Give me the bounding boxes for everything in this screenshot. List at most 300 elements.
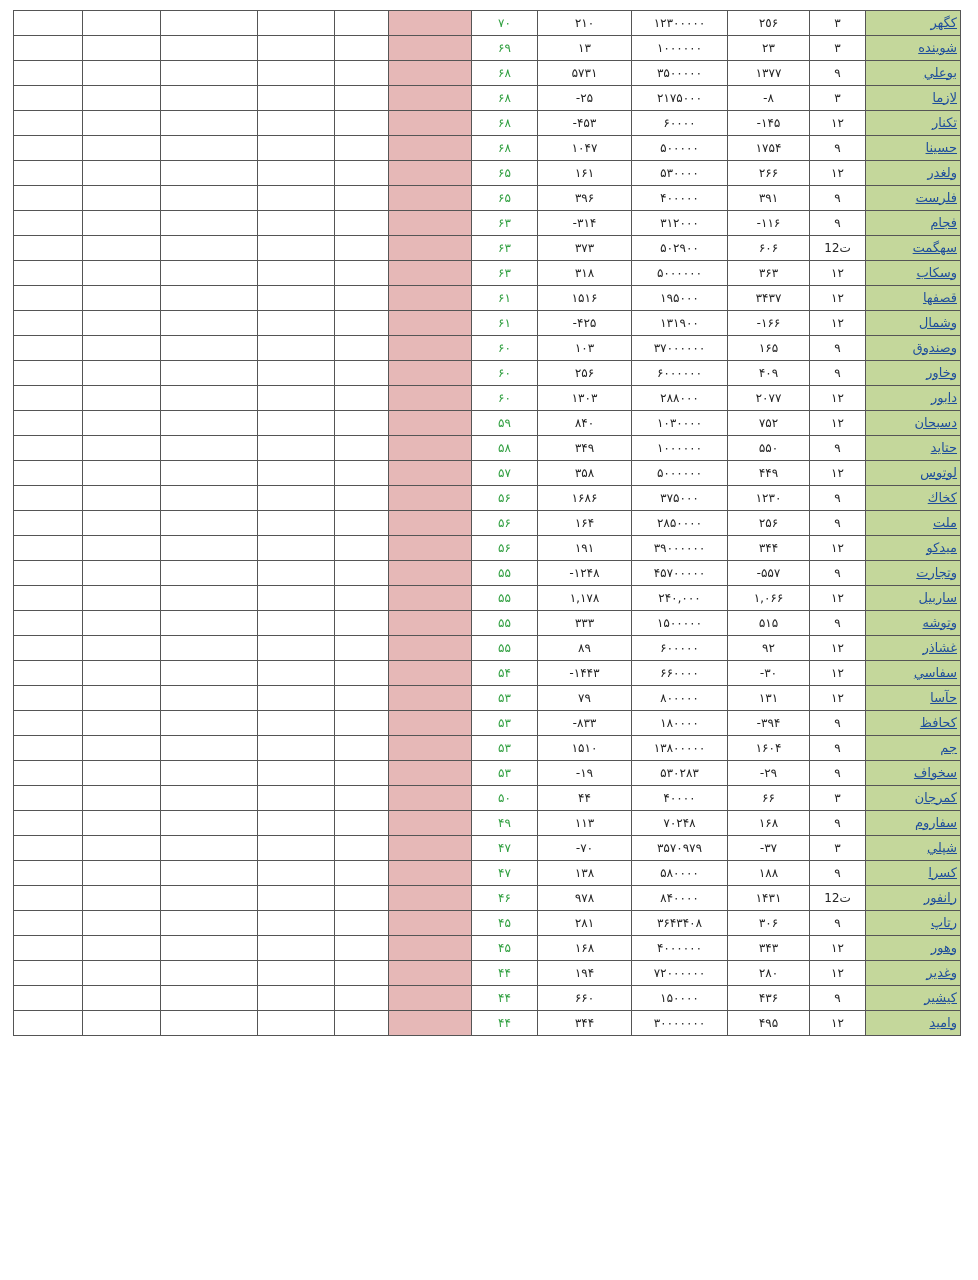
profit-cell: ٣۴٩	[538, 436, 632, 461]
eps-cell: ٢٠٧٧	[728, 386, 810, 411]
table-row	[14, 36, 961, 61]
empty-cell	[83, 136, 161, 161]
eps-cell: ٩٢	[728, 636, 810, 661]
period-cell: ٣	[810, 786, 866, 811]
symbol-cell[interactable]: وهور	[866, 936, 961, 961]
highlight-cell	[389, 461, 472, 486]
empty-cell	[335, 711, 389, 736]
symbol-cell[interactable]: سخواف	[866, 761, 961, 786]
symbol-cell[interactable]: وخاور	[866, 361, 961, 386]
period-cell: ١٢	[810, 1011, 866, 1036]
symbol-cell[interactable]: لازما	[866, 86, 961, 111]
empty-cell	[83, 86, 161, 111]
symbol-cell[interactable]: دسبحان	[866, 411, 961, 436]
symbol-cell[interactable]: شوينده	[866, 36, 961, 61]
highlight-cell	[389, 511, 472, 536]
empty-cell	[335, 661, 389, 686]
profit-cell: ٢۵۶	[538, 361, 632, 386]
empty-cell	[14, 311, 83, 336]
profit-cell: ۵٧٣١	[538, 61, 632, 86]
empty-cell	[258, 536, 335, 561]
empty-cell	[335, 136, 389, 161]
empty-cell	[258, 211, 335, 236]
symbol-cell[interactable]: فجام	[866, 211, 961, 236]
empty-cell	[14, 236, 83, 261]
empty-cell	[161, 86, 258, 111]
empty-cell	[335, 811, 389, 836]
empty-cell	[14, 661, 83, 686]
empty-cell	[83, 886, 161, 911]
empty-cell	[83, 986, 161, 1011]
percent-cell: ۴۴	[472, 1011, 538, 1036]
symbol-cell[interactable]: رانفور	[866, 886, 961, 911]
symbol-cell[interactable]: ملت	[866, 511, 961, 536]
highlight-cell	[389, 536, 472, 561]
empty-cell	[258, 286, 335, 311]
table-row	[14, 886, 961, 911]
empty-cell	[258, 61, 335, 86]
shares-cell: ۴٠٠٠٠٠٠	[632, 936, 728, 961]
empty-cell	[258, 936, 335, 961]
empty-cell	[161, 961, 258, 986]
percent-cell: ۵٩	[472, 411, 538, 436]
symbol-cell[interactable]: ساربيل	[866, 586, 961, 611]
symbol-cell[interactable]: جم	[866, 736, 961, 761]
period-cell: ٩	[810, 711, 866, 736]
symbol-cell[interactable]: سفاسي	[866, 661, 961, 686]
profit-cell: ٨۴٠	[538, 411, 632, 436]
symbol-cell[interactable]: سهگمت	[866, 236, 961, 261]
profit-cell: ١٣٠٣	[538, 386, 632, 411]
empty-cell	[14, 611, 83, 636]
symbol-cell[interactable]: وشمال	[866, 311, 961, 336]
empty-cell	[14, 411, 83, 436]
shares-cell: ١٨٠٠٠٠	[632, 711, 728, 736]
shares-cell: ٢۴٠,٠٠٠	[632, 586, 728, 611]
empty-cell	[335, 486, 389, 511]
shares-cell: ٣۶۴٣۴٠٨	[632, 911, 728, 936]
table-row	[14, 686, 961, 711]
symbol-cell[interactable]: كسرا	[866, 861, 961, 886]
empty-cell	[83, 511, 161, 536]
profit-cell: ١٩۴	[538, 961, 632, 986]
eps-cell: ١۴٣١	[728, 886, 810, 911]
symbol-cell[interactable]: لوتوس	[866, 461, 961, 486]
empty-cell	[258, 786, 335, 811]
percent-cell: ۶٨	[472, 86, 538, 111]
shares-cell: ٢٨٨٠٠٠	[632, 386, 728, 411]
empty-cell	[258, 411, 335, 436]
period-cell: ١٢	[810, 461, 866, 486]
symbol-cell[interactable]: كيشير	[866, 986, 961, 1011]
percent-cell: ٧٠	[472, 11, 538, 36]
highlight-cell	[389, 161, 472, 186]
percent-cell: ۴٧	[472, 836, 538, 861]
empty-cell	[335, 1011, 389, 1036]
percent-cell: ۶٩	[472, 36, 538, 61]
profit-cell: ۶۶٠	[538, 986, 632, 1011]
highlight-cell	[389, 486, 472, 511]
empty-cell	[161, 686, 258, 711]
symbol-cell[interactable]: وغدير	[866, 961, 961, 986]
period-cell: ٩	[810, 336, 866, 361]
eps-cell: ٢٥۶	[728, 11, 810, 36]
empty-cell	[14, 386, 83, 411]
empty-cell	[14, 811, 83, 836]
empty-cell	[161, 111, 258, 136]
profit-cell: ١۶٨۶	[538, 486, 632, 511]
empty-cell	[258, 486, 335, 511]
empty-cell	[258, 511, 335, 536]
empty-cell	[14, 336, 83, 361]
empty-cell	[258, 1011, 335, 1036]
profit-cell: ٣۵٨	[538, 461, 632, 486]
empty-cell	[258, 911, 335, 936]
empty-cell	[14, 61, 83, 86]
empty-cell	[161, 361, 258, 386]
empty-cell	[161, 386, 258, 411]
empty-cell	[14, 561, 83, 586]
eps-cell: -٨	[728, 86, 810, 111]
period-cell: ٩	[810, 861, 866, 886]
shares-cell: ۵٠٠٠٠٠	[632, 136, 728, 161]
empty-cell	[14, 786, 83, 811]
empty-cell	[258, 886, 335, 911]
percent-cell: ۶٠	[472, 386, 538, 411]
eps-cell: ١٢٣٠	[728, 486, 810, 511]
empty-cell	[335, 111, 389, 136]
shares-cell: ٣١٢٠٠٠	[632, 211, 728, 236]
shares-cell: ۶٠٠٠٠٠	[632, 636, 728, 661]
empty-cell	[161, 536, 258, 561]
profit-cell: ١۶١	[538, 161, 632, 186]
empty-cell	[14, 911, 83, 936]
empty-cell	[14, 511, 83, 536]
empty-cell	[335, 461, 389, 486]
empty-cell	[161, 586, 258, 611]
empty-cell	[83, 786, 161, 811]
table-row	[14, 136, 961, 161]
empty-cell	[161, 861, 258, 886]
symbol-cell[interactable]: حتايد	[866, 436, 961, 461]
empty-cell	[161, 286, 258, 311]
table-row	[14, 236, 961, 261]
empty-cell	[335, 611, 389, 636]
empty-cell	[258, 36, 335, 61]
empty-cell	[161, 436, 258, 461]
eps-cell: ۶٠۶	[728, 236, 810, 261]
highlight-cell	[389, 661, 472, 686]
empty-cell	[335, 161, 389, 186]
empty-cell	[83, 761, 161, 786]
period-cell: ٩	[810, 911, 866, 936]
empty-cell	[258, 986, 335, 1011]
symbol-cell[interactable]: كگهر	[866, 11, 961, 36]
empty-cell	[14, 461, 83, 486]
empty-cell	[83, 236, 161, 261]
shares-cell: ۵٣٠٠٠٠	[632, 161, 728, 186]
table-row	[14, 361, 961, 386]
empty-cell	[14, 586, 83, 611]
highlight-cell	[389, 986, 472, 1011]
symbol-cell[interactable]: وتوشه	[866, 611, 961, 636]
empty-cell	[83, 311, 161, 336]
empty-cell	[83, 911, 161, 936]
eps-cell: ٢٣	[728, 36, 810, 61]
highlight-cell	[389, 1011, 472, 1036]
highlight-cell	[389, 86, 472, 111]
empty-cell	[258, 436, 335, 461]
empty-cell	[161, 936, 258, 961]
eps-cell: -١١۶	[728, 211, 810, 236]
symbol-cell[interactable]: ميدكو	[866, 536, 961, 561]
percent-cell: ۵٨	[472, 436, 538, 461]
empty-cell	[335, 961, 389, 986]
empty-cell	[83, 161, 161, 186]
empty-cell	[258, 236, 335, 261]
percent-cell: ۶٠	[472, 361, 538, 386]
empty-cell	[335, 411, 389, 436]
table-row	[14, 711, 961, 736]
empty-cell	[161, 236, 258, 261]
eps-cell: ١٧۵۴	[728, 136, 810, 161]
eps-cell: ٢٨٠	[728, 961, 810, 986]
eps-cell: ٧۵٢	[728, 411, 810, 436]
highlight-cell	[389, 436, 472, 461]
empty-cell	[161, 261, 258, 286]
profit-cell: ٩٧٨	[538, 886, 632, 911]
symbol-cell[interactable]: وتجارت	[866, 561, 961, 586]
table-row	[14, 286, 961, 311]
profit-cell: ٣١٨	[538, 261, 632, 286]
symbol-cell[interactable]: ولغدر	[866, 161, 961, 186]
empty-cell	[83, 461, 161, 486]
empty-cell	[335, 311, 389, 336]
shares-cell: ١٠٠٠٠٠٠	[632, 36, 728, 61]
empty-cell	[161, 311, 258, 336]
shares-cell: ٣٠٠٠٠٠٠٠	[632, 1011, 728, 1036]
period-cell: ٩	[810, 436, 866, 461]
empty-cell	[161, 736, 258, 761]
empty-cell	[83, 961, 161, 986]
symbol-cell[interactable]: غشاذر	[866, 636, 961, 661]
shares-cell: ١۵٠٠٠٠	[632, 986, 728, 1011]
symbol-cell[interactable]: كمرجان	[866, 786, 961, 811]
percent-cell: ۵۵	[472, 561, 538, 586]
empty-cell	[258, 311, 335, 336]
shares-cell: ۵٨٠٠٠٠	[632, 861, 728, 886]
empty-cell	[335, 386, 389, 411]
percent-cell: ۴۵	[472, 936, 538, 961]
period-cell: ٩	[810, 736, 866, 761]
highlight-cell	[389, 861, 472, 886]
table-row	[14, 561, 961, 586]
symbol-cell[interactable]: حسينا	[866, 136, 961, 161]
empty-cell	[335, 761, 389, 786]
percent-cell: ۴٩	[472, 811, 538, 836]
empty-cell	[161, 886, 258, 911]
symbol-cell[interactable]: شپلي	[866, 836, 961, 861]
eps-cell: ١٣٧٧	[728, 61, 810, 86]
highlight-cell	[389, 236, 472, 261]
empty-cell	[335, 286, 389, 311]
period-cell: ١٢	[810, 661, 866, 686]
empty-cell	[335, 936, 389, 961]
eps-cell: ٣۶٣	[728, 261, 810, 286]
shares-cell: ٣٩٠٠٠٠٠٠	[632, 536, 728, 561]
empty-cell	[258, 586, 335, 611]
empty-cell	[14, 86, 83, 111]
percent-cell: ۶٨	[472, 111, 538, 136]
table-row	[14, 736, 961, 761]
empty-cell	[14, 986, 83, 1011]
empty-cell	[258, 736, 335, 761]
period-cell: ٣	[810, 11, 866, 36]
empty-cell	[161, 786, 258, 811]
shares-cell: ۵٠٠٠٠٠٠	[632, 261, 728, 286]
empty-cell	[161, 986, 258, 1011]
empty-cell	[14, 36, 83, 61]
symbol-cell[interactable]: دابور	[866, 386, 961, 411]
shares-cell: ١٢٣٠٠٠٠٠	[632, 11, 728, 36]
shares-cell: ٢٨۵٠٠٠٠	[632, 511, 728, 536]
table-row	[14, 411, 961, 436]
percent-cell: ۵۶	[472, 536, 538, 561]
highlight-cell	[389, 11, 472, 36]
symbol-cell[interactable]: سفاروم	[866, 811, 961, 836]
profit-cell: ١٠٣	[538, 336, 632, 361]
symbol-cell[interactable]: بوعلي	[866, 61, 961, 86]
symbol-cell[interactable]: كخاك	[866, 486, 961, 511]
empty-cell	[335, 561, 389, 586]
empty-cell	[14, 536, 83, 561]
period-cell: ٩	[810, 61, 866, 86]
table-row	[14, 461, 961, 486]
symbol-cell[interactable]: فلرست	[866, 186, 961, 211]
shares-cell: ۴۵٧٠٠٠٠٠	[632, 561, 728, 586]
empty-cell	[83, 661, 161, 686]
eps-cell: ٣۴٣٧	[728, 286, 810, 311]
empty-cell	[335, 736, 389, 761]
highlight-cell	[389, 836, 472, 861]
symbol-cell[interactable]: وسكاب	[866, 261, 961, 286]
table-row	[14, 961, 961, 986]
empty-cell	[335, 986, 389, 1011]
symbol-cell[interactable]: حآسا	[866, 686, 961, 711]
percent-cell: ۵۶	[472, 511, 538, 536]
table-row	[14, 811, 961, 836]
empty-cell	[14, 1011, 83, 1036]
empty-cell	[14, 361, 83, 386]
period-cell: ٣	[810, 36, 866, 61]
empty-cell	[14, 136, 83, 161]
profit-cell: ١١٣	[538, 811, 632, 836]
percent-cell: ۵٠	[472, 786, 538, 811]
symbol-cell[interactable]: وصندوق	[866, 336, 961, 361]
empty-cell	[14, 936, 83, 961]
shares-cell: ٣٧٠٠٠٠٠٠	[632, 336, 728, 361]
empty-cell	[258, 461, 335, 486]
period-cell: ٩	[810, 136, 866, 161]
eps-cell: -٣٧	[728, 836, 810, 861]
eps-cell: ٣۴۴	[728, 536, 810, 561]
percent-cell: ۵۶	[472, 486, 538, 511]
table-row	[14, 1011, 961, 1036]
empty-cell	[161, 336, 258, 361]
eps-cell: ٣۴٣	[728, 936, 810, 961]
profit-cell: ١٠۴٧	[538, 136, 632, 161]
empty-cell	[335, 836, 389, 861]
symbol-cell[interactable]: واميد	[866, 1011, 961, 1036]
empty-cell	[83, 261, 161, 286]
empty-cell	[335, 361, 389, 386]
table-row	[14, 536, 961, 561]
shares-cell: ٣٧۵٠٠٠	[632, 486, 728, 511]
profit-cell: ٣۴۴	[538, 1011, 632, 1036]
eps-cell: -٣٠	[728, 661, 810, 686]
empty-cell	[14, 861, 83, 886]
empty-cell	[14, 261, 83, 286]
percent-cell: ۶٨	[472, 136, 538, 161]
period-cell: ٩	[810, 811, 866, 836]
symbol-cell[interactable]: تكنار	[866, 111, 961, 136]
empty-cell	[161, 11, 258, 36]
empty-cell	[258, 761, 335, 786]
highlight-cell	[389, 286, 472, 311]
highlight-cell	[389, 586, 472, 611]
eps-cell: ۴٠٩	[728, 361, 810, 386]
empty-cell	[83, 861, 161, 886]
eps-cell: -٣٩۴	[728, 711, 810, 736]
empty-cell	[14, 186, 83, 211]
symbol-cell[interactable]: كحافظ	[866, 711, 961, 736]
empty-cell	[335, 886, 389, 911]
empty-cell	[335, 436, 389, 461]
percent-cell: ۵٣	[472, 686, 538, 711]
profit-cell: ٧٩	[538, 686, 632, 711]
percent-cell: ۴۵	[472, 911, 538, 936]
eps-cell: ١۶٠۴	[728, 736, 810, 761]
highlight-cell	[389, 136, 472, 161]
highlight-cell	[389, 686, 472, 711]
highlight-cell	[389, 211, 472, 236]
empty-cell	[161, 511, 258, 536]
table-row	[14, 986, 961, 1011]
symbol-cell[interactable]: قصفها	[866, 286, 961, 311]
highlight-cell	[389, 636, 472, 661]
empty-cell	[258, 11, 335, 36]
period-cell: ٩	[810, 986, 866, 1011]
empty-cell	[335, 261, 389, 286]
highlight-cell	[389, 61, 472, 86]
symbol-cell[interactable]: رتاپ	[866, 911, 961, 936]
highlight-cell	[389, 311, 472, 336]
empty-cell	[335, 636, 389, 661]
empty-cell	[161, 561, 258, 586]
empty-cell	[258, 361, 335, 386]
shares-cell: ٣۵٠٠٠٠٠	[632, 61, 728, 86]
empty-cell	[14, 111, 83, 136]
shares-cell: ٢١٧۵٠٠٠	[632, 86, 728, 111]
eps-cell: ١٨٨	[728, 861, 810, 886]
empty-cell	[335, 61, 389, 86]
eps-cell: ٣٩١	[728, 186, 810, 211]
eps-cell: -٢٩	[728, 761, 810, 786]
percent-cell: ۵۴	[472, 661, 538, 686]
empty-cell	[258, 386, 335, 411]
empty-cell	[258, 611, 335, 636]
empty-cell	[161, 136, 258, 161]
